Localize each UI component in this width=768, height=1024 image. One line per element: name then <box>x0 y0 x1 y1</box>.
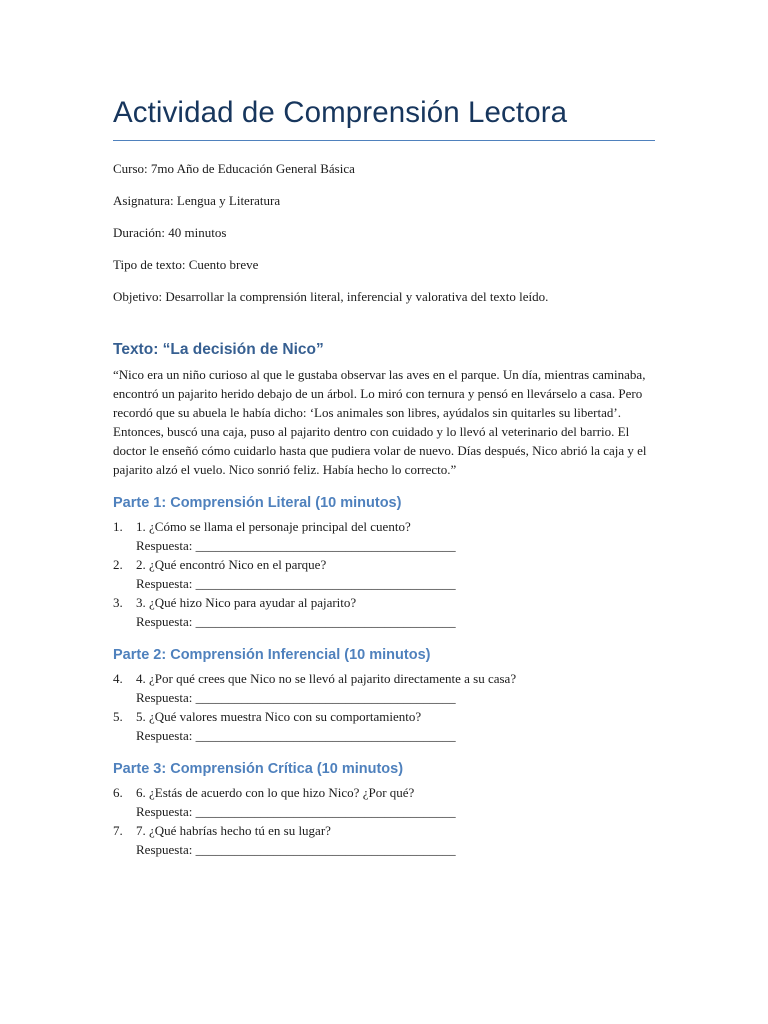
question-number: 3. <box>113 595 123 610</box>
activity-metadata <box>113 153 655 313</box>
question-item <box>113 555 655 593</box>
question-item <box>113 593 655 631</box>
part-2-heading: Parte 2: Comprensión Inferencial (10 minutos) <box>113 647 431 663</box>
answer-line: Respuesta: ________________________________________ <box>136 614 456 629</box>
meta-text-type: Tipo de texto: Cuento breve <box>113 257 259 272</box>
answer-line: Respuesta: ________________________________________ <box>136 804 456 819</box>
question-text: 4. ¿Por qué crees que Nico no se llevó al pajarito directamente a su casa? <box>136 671 517 686</box>
question-text: 7. ¿Qué habrías hecho tú en su lugar? <box>136 823 331 838</box>
story-heading: Texto: “La decisión de Nico” <box>113 341 324 358</box>
meta-duration: Duración: 40 minutos <box>113 225 227 240</box>
question-item <box>113 707 655 745</box>
answer-line: Respuesta: ________________________________________ <box>136 576 456 591</box>
question-text: 6. ¿Estás de acuerdo con lo que hizo Nico? ¿Por qué? <box>136 785 415 800</box>
part-1-heading: Parte 1: Comprensión Literal (10 minutos) <box>113 495 402 511</box>
answer-line: Respuesta: ________________________________________ <box>136 690 456 705</box>
story-text: “Nico era un niño curioso al que le gustaba observar las aves en el parque. Un día, mientras caminaba, encontró un pajarito herido debajo de un árbol. Lo miró con ternura y pensó en llevárselo a casa. Pero recordó que su abuela le había dicho: ‘Los animales son libres, ayúdalos sin quitarles su libertad’. Entonces, buscó una caja, puso al pajarito dentro con cuidado y lo llevó al veterinario del barrio. El doctor le enseñó cómo cuidarlo hasta que pudiera volar de nuevo. Días después, Nico abrió la caja y el pajarito alzó el vuelo. Nico sonrió feliz. Había hecho lo correcto.” <box>113 367 647 477</box>
question-number: 5. <box>113 709 123 724</box>
part-3-heading: Parte 3: Comprensión Crítica (10 minutos) <box>113 761 404 777</box>
part-3-questions <box>113 783 655 859</box>
part-2-questions <box>113 669 655 745</box>
part-1-questions <box>113 517 655 631</box>
question-number: 1. <box>113 519 123 534</box>
answer-line: Respuesta: ________________________________________ <box>136 538 456 553</box>
question-text: 1. ¿Cómo se llama el personaje principal del cuento? <box>136 519 411 534</box>
document-title: Actividad de Comprensión Lectora <box>113 92 655 141</box>
question-item <box>113 783 655 821</box>
question-text: 2. ¿Qué encontró Nico en el parque? <box>136 557 327 572</box>
question-number: 4. <box>113 671 123 686</box>
question-number: 7. <box>113 823 123 838</box>
meta-subject: Asignatura: Lengua y Literatura <box>113 193 281 208</box>
answer-line: Respuesta: ________________________________________ <box>136 842 456 857</box>
question-item <box>113 821 655 859</box>
question-item <box>113 517 655 555</box>
question-text: 3. ¿Qué hizo Nico para ayudar al pajarito? <box>136 595 357 610</box>
meta-course: Curso: 7mo Año de Educación General Básica <box>113 161 355 176</box>
question-number: 2. <box>113 557 123 572</box>
meta-objective: Objetivo: Desarrollar la comprensión literal, inferencial y valorativa del texto leído. <box>113 289 549 304</box>
question-number: 6. <box>113 785 123 800</box>
question-item <box>113 669 655 707</box>
document-page <box>113 92 655 859</box>
answer-line: Respuesta: ________________________________________ <box>136 728 456 743</box>
question-text: 5. ¿Qué valores muestra Nico con su comportamiento? <box>136 709 422 724</box>
